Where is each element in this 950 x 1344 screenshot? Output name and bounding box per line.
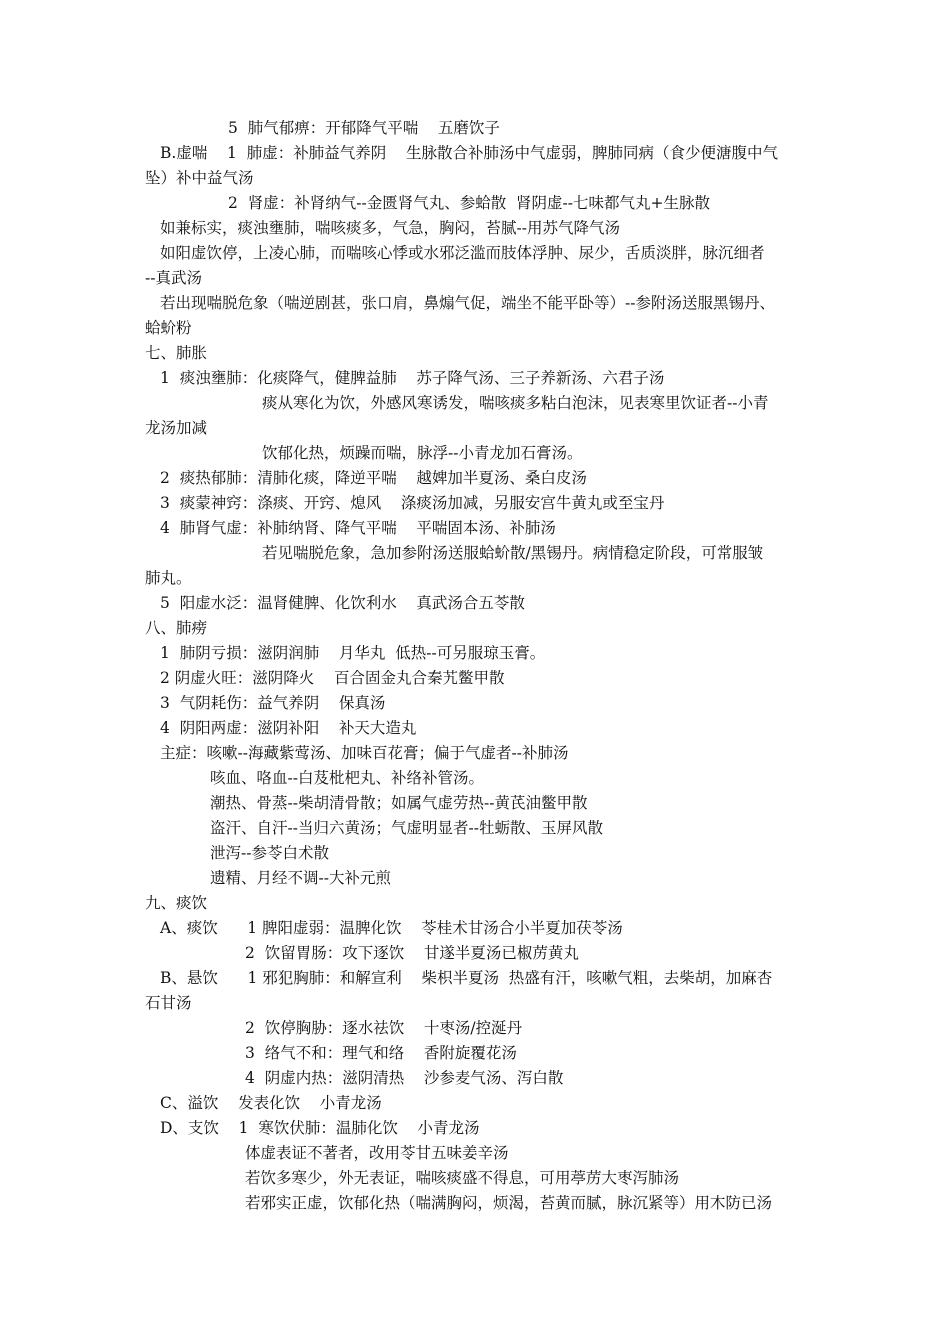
text-line: 5 阳虚水泛：温肾健脾、化饮利水 真武汤合五苓散 xyxy=(160,594,525,612)
text-line: 3 痰蒙神窍：涤痰、开窍、熄风 涤痰汤加减，另服安宫牛黄丸或至宝丹 xyxy=(160,494,665,512)
text-line: 4 阴阳两虚：滋阴补阳 补天大造丸 xyxy=(160,719,417,737)
text-line: 若饮多寒少，外无表证，喘咳痰盛不得息，可用葶苈大枣泻肺汤 xyxy=(245,1169,680,1187)
text-line: 2 痰热郁肺：清肺化痰，降逆平喘 越婢加半夏汤、桑白皮汤 xyxy=(160,469,587,487)
section-heading: 七、肺胀 xyxy=(145,344,208,362)
text-line: 3 络气不和：理气和络 香附旋覆花汤 xyxy=(245,1044,517,1062)
text-line: 2 饮停胸胁：逐水祛饮 十枣汤/控涎丹 xyxy=(245,1019,523,1037)
section-heading: 九、痰饮 xyxy=(145,894,208,912)
text-line: 3 气阴耗伤：益气养阴 保真汤 xyxy=(160,694,386,712)
text-line: 2 肾虚：补肾纳气--金匮肾气丸、参蛤散 肾阴虚--七味都气丸+生脉散 xyxy=(228,194,711,212)
text-line: 盗汗、自汗--当归六黄汤；气虚明显者--牡蛎散、玉屏风散 xyxy=(210,819,603,837)
text-line: 4 阴虚内热：滋阴清热 沙参麦气汤、泻白散 xyxy=(245,1069,564,1087)
text-line: B、悬饮 1 邪犯胸肺：和解宣利 柴枳半夏汤 热盛有汗，咳嗽气粗，去柴胡，加麻杏 xyxy=(160,969,773,987)
text-line: D、支饮 1 寒饮伏肺：温肺化饮 小青龙汤 xyxy=(160,1119,480,1137)
text-line: 肺丸。 xyxy=(145,569,192,587)
text-line: 体虚表证不著者，改用苓甘五味姜辛汤 xyxy=(245,1144,509,1162)
text-line: 若见喘脱危象，急加参附汤送服蛤蚧散/黑锡丹。病情稳定阶段，可常服皱 xyxy=(262,544,764,562)
text-line: 石甘汤 xyxy=(145,994,192,1012)
text-line: 2 阴虚火旺：滋阴降火 百合固金丸合秦艽鳖甲散 xyxy=(160,669,505,687)
text-line: C、溢饮 发表化饮 小青龙汤 xyxy=(160,1094,382,1112)
text-line: 蛤蚧粉 xyxy=(145,319,192,337)
section-heading: 八、肺痨 xyxy=(145,619,208,637)
text-line: 主症：咳嗽--海藏紫莺汤、加味百花膏；偏于气虚者--补肺汤 xyxy=(160,744,569,762)
text-line: 遗精、月经不调--大补元煎 xyxy=(210,869,391,887)
text-line: A、痰饮 1 脾阳虚弱：温脾化饮 苓桂术甘汤合小半夏加茯苓汤 xyxy=(160,919,623,937)
text-line: 1 肺阴亏损：滋阴润肺 月华丸 低热--可另服琼玉膏。 xyxy=(160,644,546,662)
text-line: 龙汤加减 xyxy=(145,419,208,437)
text-line: 饮郁化热，烦躁而喘，脉浮--小青龙加石膏汤。 xyxy=(262,444,583,462)
text-line: 痰从寒化为饮，外感风寒诱发，喘咳痰多粘白泡沫，见表寒里饮证者--小青 xyxy=(262,394,769,412)
text-line: 5 肺气郁痹：开郁降气平喘 五磨饮子 xyxy=(228,119,500,137)
text-line: 潮热、骨蒸--柴胡清骨散；如属气虚劳热--黄芪油鳖甲散 xyxy=(210,794,588,812)
text-line: 泄泻--参苓白术散 xyxy=(210,844,329,862)
text-line: --真武汤 xyxy=(145,269,202,287)
text-line: B.虚喘 1 肺虚：补肺益气养阴 生脉散合补肺汤中气虚弱，脾肺同病（食少便溏腹中气 xyxy=(160,144,778,162)
text-line: 坠）补中益气汤 xyxy=(145,169,254,187)
text-line: 如阳虚饮停，上凌心肺，而喘咳心悸或水邪泛滥而肢体浮肿、尿少，舌质淡胖，脉沉细者 xyxy=(160,244,765,262)
text-line: 若邪实正虚，饮郁化热（喘满胸闷，烦渴，苔黄而腻，脉沉紧等）用木防已汤 xyxy=(245,1194,773,1212)
text-line: 4 肺肾气虚：补肺纳肾、降气平喘 平喘固本汤、补肺汤 xyxy=(160,519,556,537)
text-line: 2 饮留胃肠：攻下逐饮 甘遂半夏汤已椒苈黄丸 xyxy=(245,944,579,962)
text-line: 1 痰浊壅肺：化痰降气，健脾益肺 苏子降气汤、三子养新汤、六君子汤 xyxy=(160,369,665,387)
text-line: 如兼标实，痰浊壅肺，喘咳痰多，气急，胸闷，苔腻--用苏气降气汤 xyxy=(160,219,620,237)
text-line: 咳血、咯血--白芨枇杷丸、补络补管汤。 xyxy=(210,769,484,787)
text-line: 若出现喘脱危象（喘逆剧甚，张口肩，鼻煽气促，端坐不能平卧等）--参附汤送服黑锡丹、 xyxy=(160,294,775,312)
